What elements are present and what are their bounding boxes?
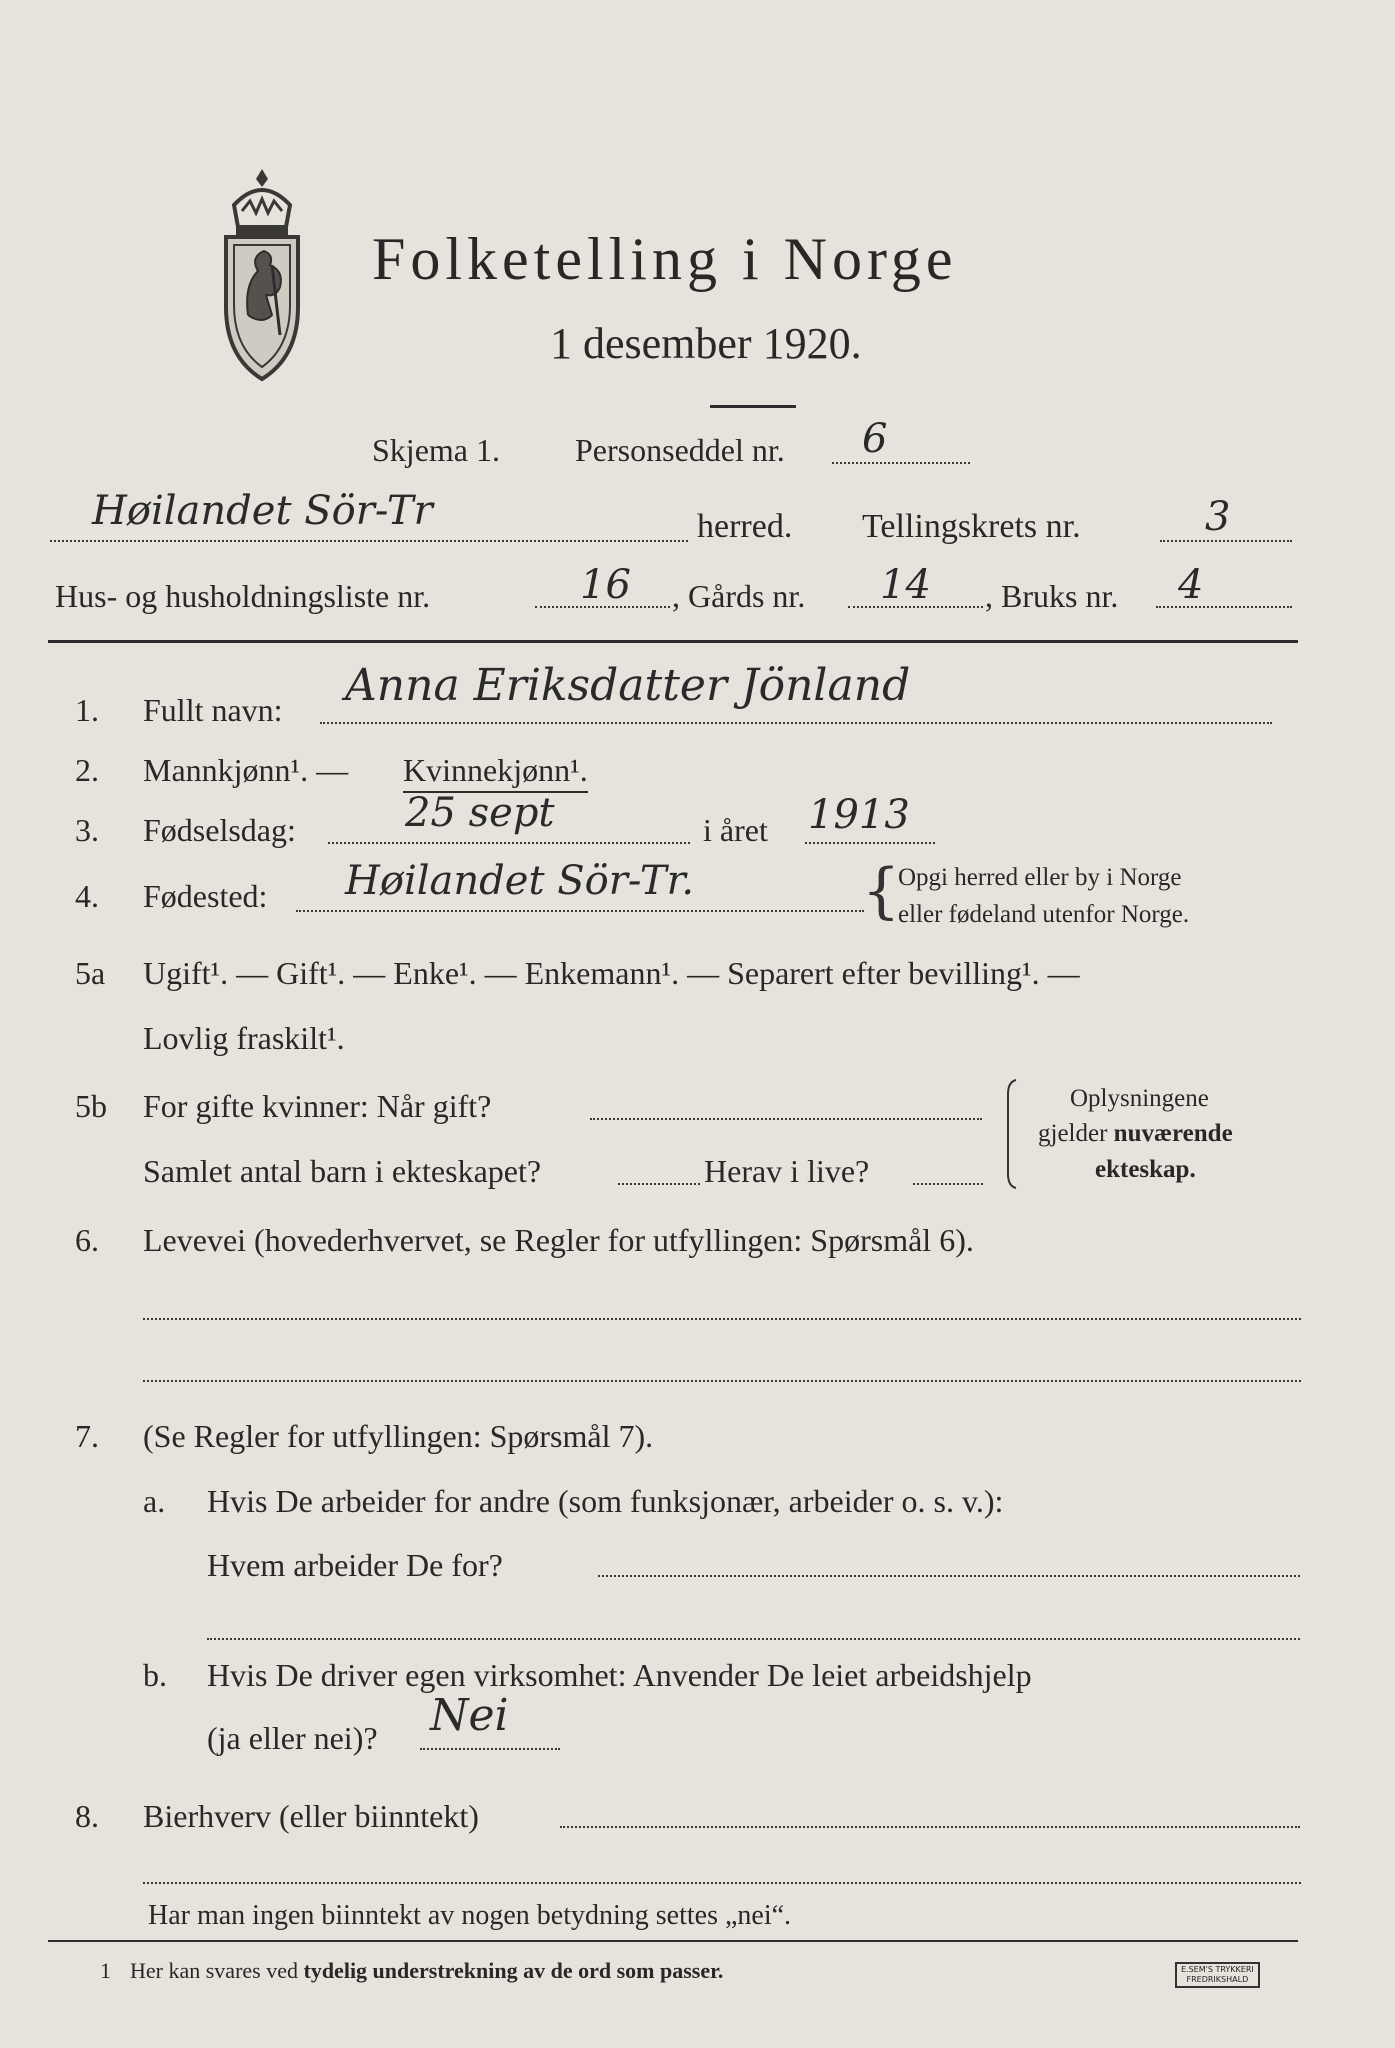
ekteskap-note-2a: gjelder <box>1038 1120 1108 1147</box>
mannkjonn-option: Mannkjønn¹. — <box>143 752 349 788</box>
nar-gift-label: For gifte kvinner: Når gift? <box>143 1088 492 1124</box>
census-date: 1 desember 1920. <box>550 319 862 368</box>
personseddel-line <box>832 462 970 464</box>
fullt-navn-value: Anna Eriksdatter Jönland <box>345 660 911 711</box>
fodselsdag-label: Fødselsdag: <box>143 812 296 848</box>
coat-of-arms-emblem <box>212 165 312 390</box>
q7-number: 7. <box>75 1418 99 1454</box>
footnote-mark: 1 <box>100 1958 111 1983</box>
ekteskap-note-brace <box>1000 1078 1020 1190</box>
fodselsdag-line <box>328 842 690 844</box>
fodested-value: Høilandet Sör-Tr. <box>345 858 695 904</box>
year-value: 1913 <box>808 792 910 838</box>
printer-stamp-line2: FREDRIKSHALD <box>1186 1975 1249 1984</box>
fodested-note-2b: utenfor Norge. <box>1042 901 1190 928</box>
printer-stamp-line1: E.SEM'S TRYKKERI <box>1181 1965 1254 1974</box>
q5b-number: 5b <box>75 1088 107 1124</box>
fodested-label: Fødested: <box>143 878 268 914</box>
fullt-navn-line <box>320 722 1272 724</box>
gards-value: 14 <box>880 562 931 608</box>
herred-value: Høilandet Sör-Tr <box>92 488 433 534</box>
footnote-text <box>130 1958 723 1984</box>
fullt-navn-label: Fullt navn: <box>143 692 283 728</box>
ja-eller-nei-value: Nei <box>430 1690 509 1741</box>
bruks-label: , Bruks nr. <box>985 578 1119 614</box>
q7a-question: Hvis De arbeider for andre (som funksjonær, arbeider o. s. v.): <box>207 1483 1004 1519</box>
form-title: Folketelling i Norge <box>372 226 958 292</box>
herred-label: herred. <box>697 508 793 545</box>
year-line <box>805 842 935 844</box>
personseddel-label: Personseddel nr. <box>575 432 785 468</box>
hvem-arbeider-line2 <box>207 1638 1300 1640</box>
q4-number: 4. <box>75 878 99 914</box>
printer-stamp <box>1175 1962 1260 1988</box>
ekteskap-note-2b: nuværende <box>1113 1120 1233 1147</box>
bruks-value: 4 <box>1178 562 1204 608</box>
title-divider <box>710 405 796 408</box>
q6-number: 6. <box>75 1222 99 1258</box>
fodested-note-2a: eller fødeland <box>898 901 1037 928</box>
header-divider <box>48 640 1298 643</box>
tellingskrets-line <box>1160 540 1292 542</box>
q7-heading: (Se Regler for utfyllingen: Spørsmål 7). <box>143 1418 654 1454</box>
gards-label: , Gårds nr. <box>672 578 806 614</box>
ja-eller-nei-label: (ja eller nei)? <box>207 1720 378 1756</box>
levevei-line1 <box>143 1318 1301 1320</box>
q3-number: 3. <box>75 812 99 848</box>
ekteskap-note-line2 <box>1038 1120 1233 1148</box>
fodested-note-line2 <box>898 901 1189 929</box>
bierhverv-line2 <box>143 1882 1301 1884</box>
ja-eller-nei-line <box>420 1748 560 1750</box>
antal-barn-label: Samlet antal barn i ekteskapet? <box>143 1153 542 1189</box>
personseddel-value: 6 <box>862 416 888 462</box>
herav-i-live-line <box>913 1183 983 1185</box>
levevei-label: Levevei (hovederhvervet, se Regler for utfyllingen: Spørsmål 6). <box>143 1222 974 1258</box>
skjema-label: Skjema 1. <box>372 432 500 468</box>
hvem-arbeider-line <box>598 1575 1300 1577</box>
levevei-line2 <box>143 1380 1301 1382</box>
footnote-divider <box>48 1940 1298 1942</box>
year-label: i året <box>703 812 768 848</box>
q1-number: 1. <box>75 692 99 728</box>
ekteskap-note-line3: ekteskap. <box>1095 1156 1196 1183</box>
lovlig-fraskilt-option: Lovlig fraskilt¹. <box>143 1020 345 1056</box>
q5a-number: 5a <box>75 955 106 991</box>
q2-number: 2. <box>75 752 99 788</box>
herav-i-live-label: Herav i live? <box>704 1153 870 1189</box>
husholdningsliste-label: Hus- og husholdningsliste nr. <box>55 578 431 614</box>
bierhverv-note: Har man ingen biinntekt av nogen betydning settes „nei“. <box>148 1900 792 1931</box>
tellingskrets-label: Tellingskrets nr. <box>862 508 1081 545</box>
nar-gift-line <box>590 1118 982 1120</box>
fodested-line <box>296 910 864 912</box>
antal-barn-line <box>618 1183 700 1185</box>
fodested-note-brace: { <box>862 856 901 926</box>
q7b-question: Hvis De driver egen virksomhet: Anvender De leiet arbeidshjelp <box>207 1657 1032 1693</box>
footnote-text-a: Her kan svares ved <box>130 1958 298 1983</box>
q8-number: 8. <box>75 1798 99 1834</box>
husholdningsliste-value: 16 <box>580 562 631 608</box>
tellingskrets-value: 3 <box>1205 494 1231 540</box>
footnote-text-b: tydelig understrekning av de ord som passer. <box>303 1958 724 1983</box>
kvinnekjonn-option: Kvinnekjønn¹. <box>403 752 588 793</box>
hvem-arbeider-label: Hvem arbeider De for? <box>207 1547 503 1583</box>
ekteskap-note-line1: Oplysningene <box>1070 1085 1209 1112</box>
herred-line <box>50 540 688 542</box>
bierhverv-line <box>560 1826 1300 1828</box>
q7a-letter: a. <box>143 1483 166 1519</box>
q7b-letter: b. <box>143 1657 167 1693</box>
sivilstand-options: Ugift¹. — Gift¹. — Enke¹. — Enkemann¹. — Separert efter bevilling¹. — <box>143 955 1080 991</box>
fodested-note-line1: Opgi herred eller by i Norge <box>898 864 1182 891</box>
fodselsdag-value: 25 sept <box>405 790 555 836</box>
bierhverv-label: Bierhverv (eller biinntekt) <box>143 1798 479 1834</box>
bruks-line <box>1156 606 1292 608</box>
